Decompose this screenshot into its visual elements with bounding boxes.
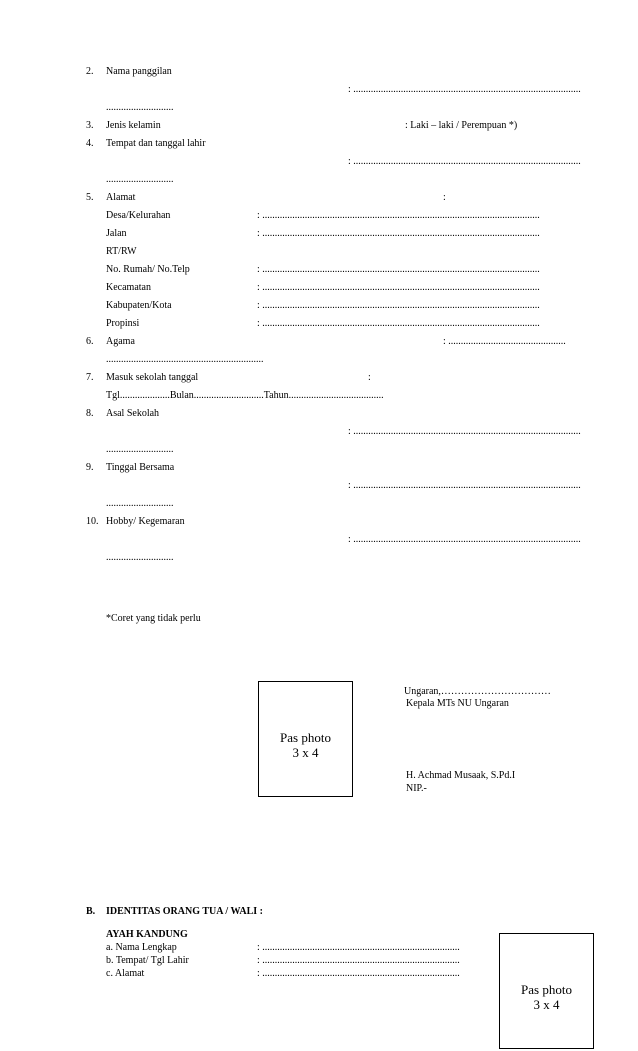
- item-2-label: Nama panggilan: [106, 66, 172, 77]
- address-desa-fill: : ...............................................................................................................: [257, 210, 540, 221]
- item-2-number: 2.: [86, 66, 94, 77]
- address-desa-label: Desa/Kelurahan: [106, 210, 171, 221]
- item-4-continuation: ...........................: [106, 174, 174, 185]
- address-rumah-label: No. Rumah/ No.Telp: [106, 264, 190, 275]
- father-birth-fill: : ...............................................................................: [257, 955, 460, 966]
- address-kabupaten-label: Kabupaten/Kota: [106, 300, 172, 311]
- item-2-fill: : ...........................................................................................: [348, 84, 581, 95]
- item-3-fill: : Laki – laki / Perempuan *): [405, 120, 518, 131]
- item-2-continuation: ...........................: [106, 102, 174, 113]
- address-rtrw-label: RT/RW: [106, 246, 137, 257]
- item-7-date-line: Tgl....................Bulan............................Tahun......................................: [106, 390, 384, 401]
- signature-name: H. Achmad Musaak, S.Pd.I: [406, 770, 516, 781]
- signature-place-date: Ungaran,……………………………: [404, 686, 551, 697]
- item-10-continuation: ...........................: [106, 552, 174, 563]
- item-5-number: 5.: [86, 192, 94, 203]
- item-8-continuation: ...........................: [106, 444, 174, 455]
- address-kecamatan-fill: : ...............................................................................................................: [257, 282, 540, 293]
- item-9-number: 9.: [86, 462, 94, 473]
- item-4-fill: : ...........................................................................................: [348, 156, 581, 167]
- photo-box-father-size: 3 x 4: [533, 997, 560, 1012]
- item-3-label: Jenis kelamin: [106, 120, 161, 131]
- item-3-number: 3.: [86, 120, 94, 131]
- address-propinsi-fill: : ...............................................................................................................: [257, 318, 540, 329]
- item-10-label: Hobby/ Kegemaran: [106, 516, 185, 527]
- signature-title: Kepala MTs NU Ungaran: [406, 698, 509, 709]
- item-7-number: 7.: [86, 372, 94, 383]
- item-10-fill: : ...........................................................................................: [348, 534, 581, 545]
- item-7-label: Masuk sekolah tanggal: [106, 372, 199, 383]
- photo-box-student-label: Pas photo: [280, 730, 331, 745]
- father-name-fill: : ...............................................................................: [257, 942, 460, 953]
- item-6-label: Agama: [106, 336, 135, 347]
- father-address-fill: : ...............................................................................: [257, 968, 460, 979]
- address-kecamatan-label: Kecamatan: [106, 282, 151, 293]
- item-9-label: Tinggal Bersama: [106, 462, 175, 473]
- item-4-number: 4.: [86, 138, 94, 149]
- item-4-label: Tempat dan tanggal lahir: [106, 138, 206, 149]
- item-6-continuation: ...............................................................: [106, 354, 264, 365]
- item-5-fill: :: [443, 192, 446, 203]
- item-8-number: 8.: [86, 408, 94, 419]
- item-9-fill: : ...........................................................................................: [348, 480, 581, 491]
- address-propinsi-label: Propinsi: [106, 318, 140, 329]
- item-8-label: Asal Sekolah: [106, 408, 160, 419]
- section-b-letter: B.: [86, 906, 96, 917]
- address-rumah-fill: : ...............................................................................................................: [257, 264, 540, 275]
- item-9-continuation: ...........................: [106, 498, 174, 509]
- father-address-label: c. Alamat: [106, 968, 145, 979]
- item-6-number: 6.: [86, 336, 94, 347]
- photo-box-student-size: 3 x 4: [292, 745, 319, 760]
- signature-nip: NIP.-: [406, 783, 427, 794]
- father-birth-label: b. Tempat/ Tgl Lahir: [106, 955, 189, 966]
- address-jalan-label: Jalan: [106, 228, 127, 239]
- section-b-subtitle: AYAH KANDUNG: [106, 929, 188, 940]
- item-6-fill: : ...............................................: [443, 336, 566, 347]
- item-10-number: 10.: [86, 516, 99, 527]
- item-7-fill: :: [368, 372, 371, 383]
- photo-box-father: [499, 933, 594, 1049]
- footnote: *Coret yang tidak perlu: [106, 613, 201, 624]
- father-name-label: a. Nama Lengkap: [106, 942, 177, 953]
- item-5-label: Alamat: [106, 192, 136, 203]
- section-b-title: IDENTITAS ORANG TUA / WALI :: [106, 906, 263, 917]
- photo-box-student: [258, 681, 353, 797]
- address-kabupaten-fill: : ...............................................................................................................: [257, 300, 540, 311]
- photo-box-father-label: Pas photo: [521, 982, 572, 997]
- item-8-fill: : ...........................................................................................: [348, 426, 581, 437]
- address-jalan-fill: : ...............................................................................................................: [257, 228, 540, 239]
